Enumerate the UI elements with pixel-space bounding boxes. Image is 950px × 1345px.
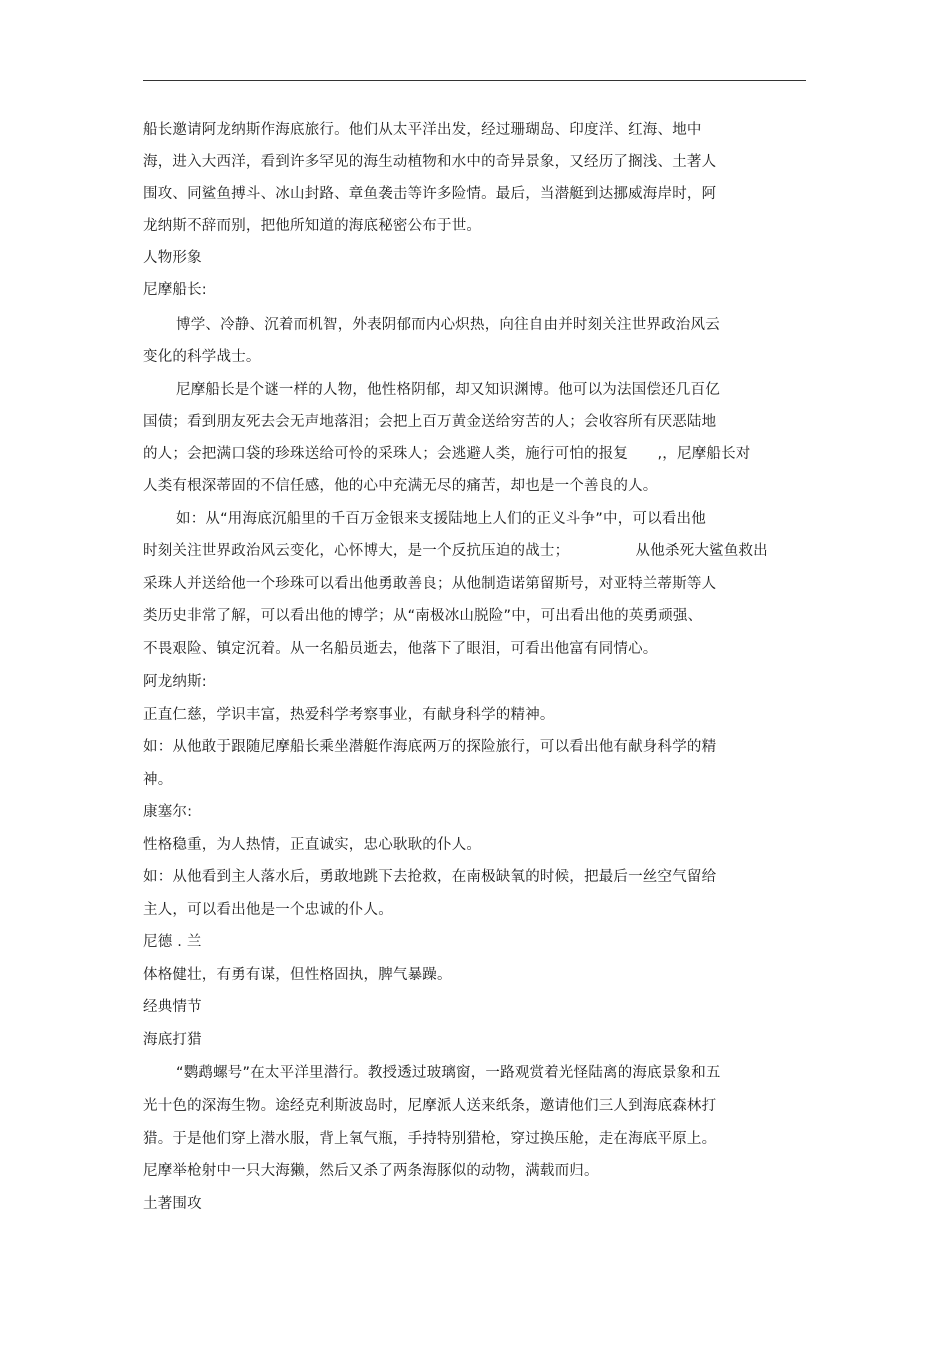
character-name: 尼摩船长:	[143, 282, 207, 298]
text-line: 人类有根深蒂固的不信任感，他的心中充满无尽的痛苦，却也是一个善良的人。	[143, 478, 658, 494]
subsection-heading: 海底打猎	[143, 1032, 202, 1048]
text-line: 主人，可以看出他是一个忠诚的仆人。	[143, 902, 393, 918]
text-line: 性格稳重，为人热情，正直诚实，忠心耿耿的仆人。	[143, 837, 482, 853]
subsection-heading: 土著围攻	[143, 1196, 202, 1212]
text-line: 神。	[143, 772, 173, 788]
text-line: 变化的科学战士。	[143, 349, 261, 365]
section-heading: 人物形象	[143, 250, 202, 266]
text-line: 采珠人并送给他一个珍珠可以看出他勇敢善良；从他制造诺第留斯号，对亚特兰蒂斯等人	[143, 576, 717, 592]
text-line: 国债；看到朋友死去会无声地落泪；会把上百万黄金送给穷苦的人；会收容所有厌恶陆地	[143, 414, 717, 430]
text-line: 类历史非常了解，可以看出他的博学；从“南极冰山脱险”中，可出看出他的英勇顽强、	[143, 608, 703, 624]
text-line: 不畏艰险、镇定沉着。从一名船员逝去，他落下了眼泪，可看出他富有同情心。	[143, 641, 658, 657]
text-line: 猎。于是他们穿上潜水服，背上氧气瓶，手持特别猎枪，穿过换压舱，走在海底平原上。	[143, 1131, 717, 1147]
text-line: 船长邀请阿龙纳斯作海底旅行。他们从太平洋出发，经过珊瑚岛、印度洋、红海、地中	[143, 122, 702, 138]
text-line: 体格健壮，有勇有谋，但性格固执，脾气暴躁。	[143, 967, 452, 983]
header-rule	[143, 80, 806, 81]
text-line: 龙纳斯不辞而别，把他所知道的海底秘密公布于世。	[143, 218, 482, 234]
text-line: 尼摩举枪射中一只大海獭，然后又杀了两条海豚似的动物，满载而归。	[143, 1163, 599, 1179]
text-line: 时刻关注世界政治风云变化，心怀博大，是一个反抗压迫的战士； 从他杀死大鲨鱼救出	[143, 543, 768, 559]
text-line: 正直仁慈，学识丰富，热爱科学考察事业，有献身科学的精神。	[143, 707, 555, 723]
character-name: 阿龙纳斯:	[143, 674, 207, 690]
text-line: 海，进入大西洋，看到许多罕见的海生动植物和水中的奇异景象，又经历了搁浅、土著人	[143, 154, 717, 170]
character-name: 康塞尔:	[143, 804, 193, 820]
character-name: 尼德 . 兰	[143, 934, 202, 950]
text-line: 如：从“用海底沉船里的千百万金银来支援陆地上人们的正义斗争”中，可以看出他	[176, 511, 706, 527]
text-line: 的人；会把满口袋的珍珠送给可怜的采珠人；会逃避人类，施行可怕的报复 ,，尼摩船长对	[143, 446, 751, 462]
section-heading: 经典情节	[143, 999, 202, 1015]
text-line: 围攻、同鲨鱼搏斗、冰山封路、章鱼袭击等许多险情。最后，当潜艇到达挪威海岸时，阿	[143, 186, 717, 202]
text-line: 如：从他看到主人落水后，勇敢地跳下去抢救，在南极缺氧的时候，把最后一丝空气留给	[143, 869, 717, 885]
text-line: “鹦鹉螺号”在太平洋里潜行。教授透过玻璃窗，一路观赏着光怪陆离的海底景象和五	[176, 1065, 721, 1081]
text-line: 如：从他敢于跟随尼摩船长乘坐潜艇作海底两万的探险旅行，可以看出他有献身科学的精	[143, 739, 717, 755]
text-line: 光十色的深海生物。途经克利斯波岛时，尼摩派人送来纸条，邀请他们三人到海底森林打	[143, 1098, 717, 1114]
text-line: 尼摩船长是个谜一样的人物，他性格阴郁，却又知识渊博。他可以为法国偿还几百亿	[176, 382, 720, 398]
text-line: 博学、冷静、沉着而机智，外表阴郁而内心炽热，向往自由并时刻关注世界政治风云	[176, 317, 720, 333]
